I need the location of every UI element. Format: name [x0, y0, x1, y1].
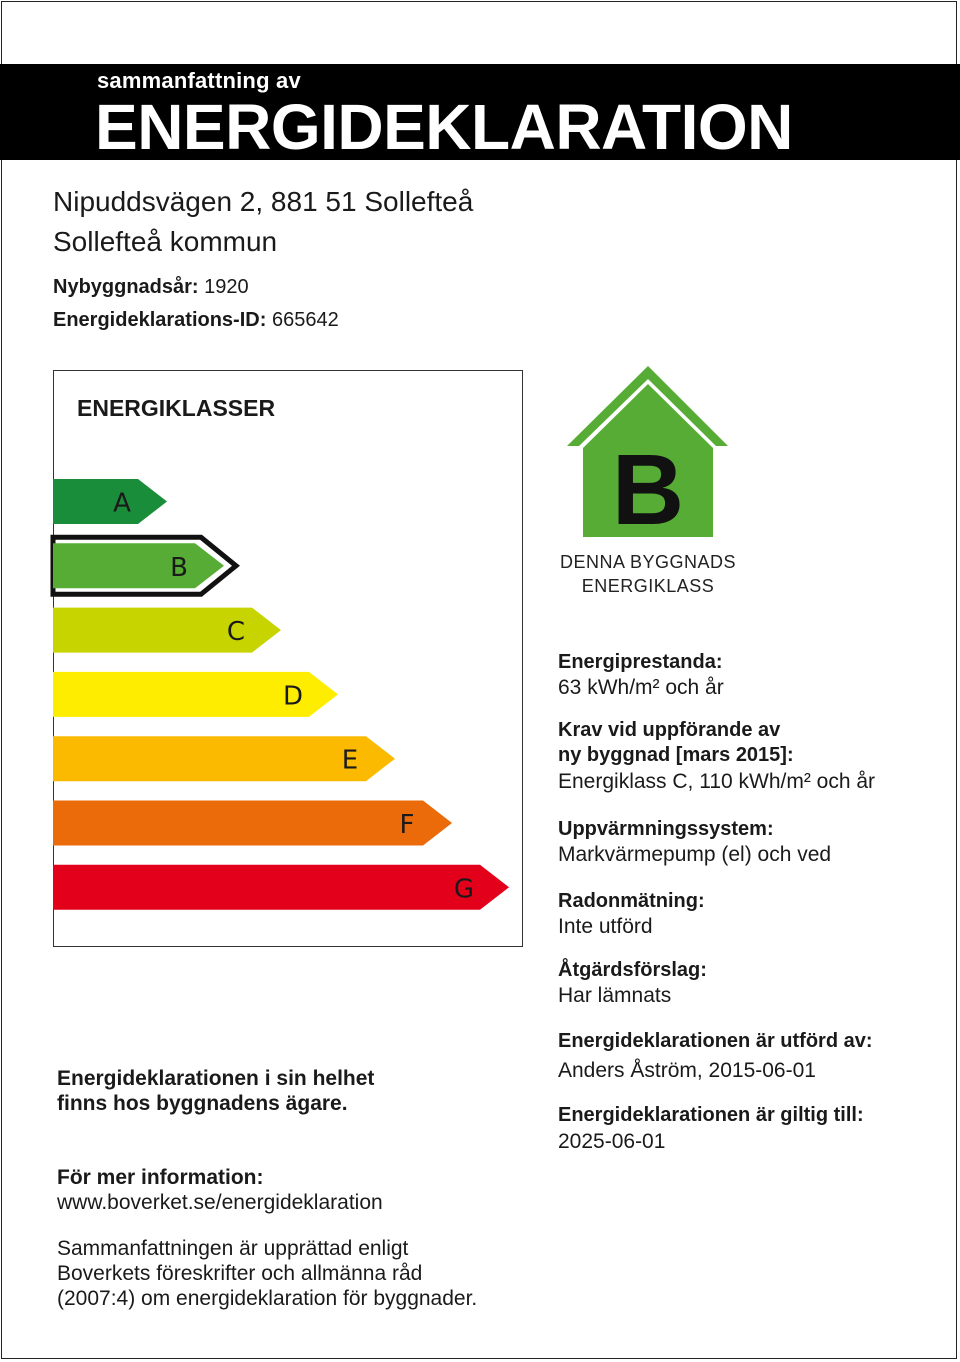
more-info-label: För mer information:: [57, 1166, 264, 1189]
heating-value: Markvärmepump (el) och ved: [558, 843, 832, 866]
house-class-letter: B: [611, 434, 685, 546]
house-caption: [548, 550, 748, 598]
build-year-label: Nybyggnadsår:: [53, 276, 199, 298]
energy-classes-title: ENERGIKLASSER: [77, 395, 276, 421]
house-caption-line2: ENERGIKLASS: [581, 576, 715, 596]
declaration-id-label: Energideklarations-ID:: [53, 309, 267, 331]
energy-band-letter-e: E: [341, 745, 359, 776]
radon-label: Radonmätning:: [558, 890, 705, 912]
energy-band-letter-d: D: [282, 681, 304, 712]
valid-until-label: Energideklarationen är giltig till:: [558, 1104, 864, 1126]
build-year-value: 1920: [204, 276, 249, 298]
requirement-value: Energiklass C, 110 kWh/m² och år: [558, 770, 876, 793]
energy-band-f: [53, 801, 452, 846]
measures-label: Åtgärdsförslag:: [558, 959, 707, 981]
measures-value: Har lämnats: [558, 984, 672, 1007]
energy-band-letter-g: G: [453, 874, 475, 905]
declaration-id-value: 665642: [271, 309, 339, 331]
energy-band-c: [53, 608, 281, 653]
energy-band-g: [53, 865, 509, 910]
energy-band-letter-c: C: [226, 617, 246, 648]
property-municipality: Sollefteå kommun: [53, 226, 278, 257]
performance-value: 63 kWh/m² och år: [558, 676, 724, 699]
radon-value: Inte utförd: [558, 915, 653, 938]
performance-label: Energiprestanda:: [558, 651, 723, 673]
valid-until-value: 2025-06-01: [558, 1130, 666, 1153]
owner-note-line2: finns hos byggnadens ägare.: [57, 1092, 348, 1115]
requirement-label-2: ny byggnad [mars 2015]:: [558, 744, 794, 766]
requirement-label-1: Krav vid uppförande av: [558, 719, 781, 741]
header-title: ENERGIDEKLARATION: [95, 91, 793, 163]
performed-by-value: Anders Åström, 2015-06-01: [558, 1059, 816, 1082]
energy-band-b: [53, 543, 224, 588]
header-subtitle: sammanfattning av: [97, 68, 301, 93]
heating-label: Uppvärmningssystem:: [558, 818, 774, 840]
energy-band-letter-f: F: [399, 810, 415, 840]
more-info-link[interactable]: www.boverket.se/energideklaration: [57, 1191, 383, 1214]
house-caption-line1: DENNA BYGGNADS: [559, 552, 737, 572]
legal-note-line2: Boverkets föreskrifter och allmänna råd: [57, 1262, 423, 1285]
performed-by-label: Energideklarationen är utförd av:: [558, 1030, 873, 1052]
legal-note-line3: (2007:4) om energideklaration för byggnader.: [57, 1287, 478, 1310]
energy-band-letter-a: A: [113, 488, 131, 519]
energy-band-letter-b: B: [170, 552, 188, 583]
legal-note-line1: Sammanfattningen är upprättad enligt: [57, 1237, 409, 1260]
energy-band-a: [53, 479, 167, 524]
property-address: Nipuddsvägen 2, 881 51 Sollefteå: [53, 186, 474, 217]
owner-note-line1: Energideklarationen i sin helhet: [57, 1067, 375, 1090]
